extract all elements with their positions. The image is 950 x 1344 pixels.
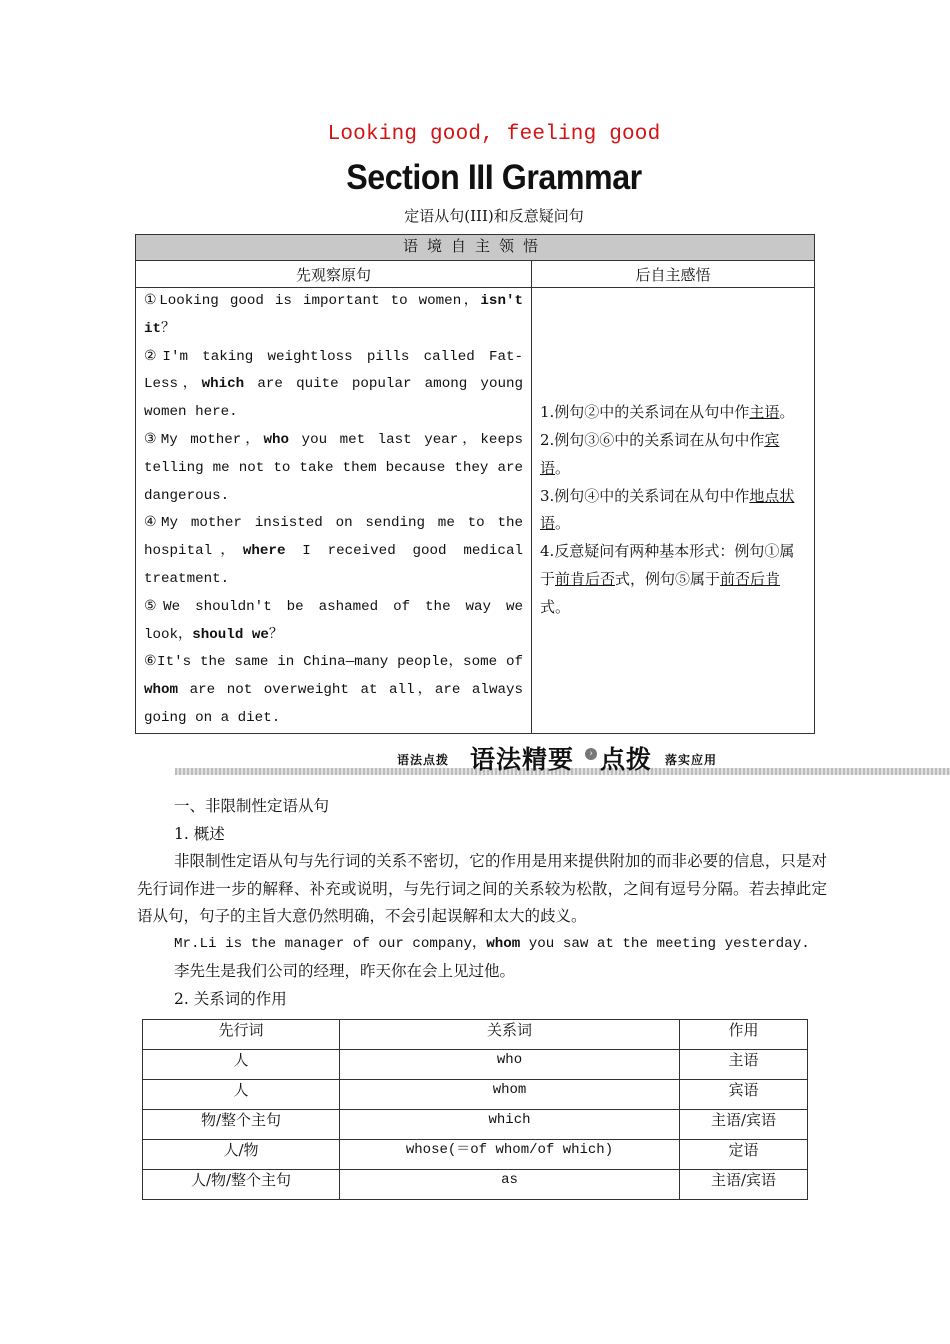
cell-antecedent: 人 <box>143 1050 340 1080</box>
example-sentence: Mr.Li is the manager of our company，whom you saw at the meeting yesterday. <box>174 935 810 952</box>
overview-paragraph: 非限制性定语从句与先行词的关系不密切，它的作用是用来提供附加的而非必要的信息，只是对先行词作进一步的解释、补充或说明，与先行词之间的关系较为松散，之间有逗号分隔。若去掉此定语从句，句子的主旨大意仍然明确，不会引起误解和太大的歧义。 <box>137 852 827 925</box>
section-body <box>137 793 827 1013</box>
banner-title-left: 语法精要 <box>470 745 575 774</box>
cell-function: 主语/宾语 <box>680 1110 808 1140</box>
keyword: whom <box>486 935 521 952</box>
table-row <box>143 1050 808 1080</box>
sentence-1: ①Looking good is important to women，isn't it？ <box>144 293 523 337</box>
cell-antecedent: 人/物/整个主句 <box>143 1170 340 1200</box>
sentence-3: ③My mother，who you met last year，keeps telling me not to take them because they are dangerous. <box>144 431 523 504</box>
cell-antecedent: 物/整个主句 <box>143 1110 340 1140</box>
section-banner <box>175 738 950 778</box>
answer: 前否后肯 <box>720 569 781 588</box>
table-row <box>143 1080 808 1110</box>
sentence-5: ⑤We shouldn't be ashamed of the way we look，should we？ <box>144 598 523 643</box>
relword-table <box>142 1019 808 1200</box>
table-row <box>143 1170 808 1200</box>
section-heading: 一、非限制性定语从句 <box>174 797 330 815</box>
banner-title-right: 点拨 <box>600 745 653 774</box>
sentence-list <box>136 288 531 733</box>
sentence-2: ②I'm taking weightloss pills called Fat-Less，which are quite popular among young women here. <box>144 348 523 421</box>
context-table <box>135 234 815 734</box>
cell-function: 主语 <box>680 1050 808 1080</box>
example-translation: 李先生是我们公司的经理，昨天你在会上见过他。 <box>174 962 516 980</box>
note-2: 2.例句③⑥中的关系词在从句中作宾语。 <box>540 430 780 477</box>
context-table-heading: 语境自主领悟 <box>136 235 815 261</box>
keyword: where <box>242 543 286 560</box>
banner-left-label: 语法点拨 <box>397 753 450 767</box>
arrow-icon: › <box>585 748 597 760</box>
answer: 前肯后否 <box>555 569 616 588</box>
page-title-english: Looking good, feeling good <box>327 123 661 146</box>
cell-relword: which <box>340 1110 680 1140</box>
cell-antecedent: 人/物 <box>143 1140 340 1170</box>
cell-relword: who <box>340 1050 680 1080</box>
subheading-relword: 2. 关系词的作用 <box>174 989 287 1008</box>
cell-relword: whose(＝of whom/of which) <box>340 1140 680 1170</box>
answer: 地点状语 <box>540 486 795 533</box>
sentences-cell <box>136 288 532 734</box>
keyword: who <box>263 431 290 448</box>
keyword: isn't it <box>144 293 523 337</box>
page-subtitle: 定语从句(III)和反意疑问句 <box>404 207 584 225</box>
cell-relword: whom <box>340 1080 680 1110</box>
cell-function: 定语 <box>680 1140 808 1170</box>
cell-relword: as <box>340 1170 680 1200</box>
header-function: 作用 <box>680 1020 808 1050</box>
header-relword: 关系词 <box>340 1020 680 1050</box>
notes-cell <box>532 288 815 734</box>
sentence-4: ④My mother insisted on sending me to the hospital，where I received good medical treatment. <box>144 515 523 587</box>
subheading-overview: 1. 概述 <box>174 824 225 843</box>
cell-function: 主语/宾语 <box>680 1170 808 1200</box>
cell-function: 宾语 <box>680 1080 808 1110</box>
answer: 主语 <box>749 403 780 422</box>
keyword: whom <box>144 682 179 699</box>
answer: 宾语 <box>540 430 780 477</box>
table-row <box>143 1110 808 1140</box>
table-header-row <box>143 1020 808 1050</box>
sentence-6: ⑥It's the same in China—many people，some of whom are not overweight at all，are always going on a diet. <box>144 654 523 726</box>
header-antecedent: 先行词 <box>143 1020 340 1050</box>
note-3: 3.例句④中的关系词在从句中作地点状语。 <box>540 486 795 533</box>
note-4: 4.反意疑问有两种基本形式：例句①属于前肯后否式，例句⑤属于前否后肯式。 <box>540 542 795 616</box>
table-row <box>143 1140 808 1170</box>
section-title: Section III Grammar <box>346 158 642 197</box>
col-header-observe: 先观察原句 <box>136 261 532 288</box>
cell-antecedent: 人 <box>143 1080 340 1110</box>
col-header-reflect: 后自主感悟 <box>532 261 815 288</box>
note-1: 1.例句②中的关系词在从句中作主语。 <box>540 403 795 422</box>
keyword: which <box>201 376 245 393</box>
banner-right-label: 落实应用 <box>665 753 718 767</box>
keyword: should we <box>192 626 269 643</box>
